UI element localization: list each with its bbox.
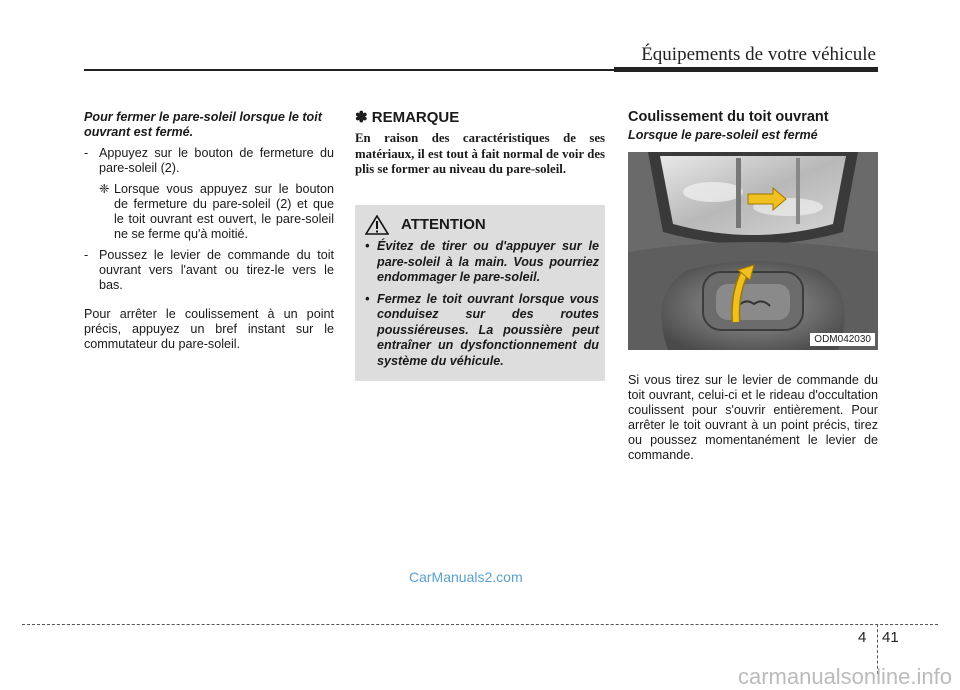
column-1: [84, 110, 334, 352]
attention-item-text: Évitez de tirer ou d'appuyer sur le pare-soleil à la main. Vous pourriez endommager le pare-soleil.: [377, 239, 599, 284]
dash-marker: -: [84, 146, 89, 160]
footer-watermark: carmanualsonline.info: [737, 664, 952, 689]
warning-triangle-icon: [365, 215, 389, 235]
body-paragraph: Si vous tirez sur le levier de commande du toit ouvrant, celui-ci et le rideau d'occultation coulissent pour s'ouvrir entièrement. Pour arrêter le toit ouvrant à un point précis, tirez ou poussez momentanément le levier de commande.: [628, 372, 878, 462]
sunroof-illustration: [628, 152, 878, 350]
note-marker-icon: ❈: [99, 182, 110, 196]
bullet-icon: •: [365, 291, 370, 306]
section-title: Coulissement du toit ouvrant: [628, 109, 829, 125]
figure-label: ODM042030: [810, 333, 875, 346]
attention-box: [355, 205, 605, 381]
note-item: [84, 182, 334, 242]
dash-marker: -: [84, 248, 89, 262]
remarque-title: ✽ REMARQUE: [355, 109, 460, 126]
attention-item: [365, 239, 599, 286]
watermark-text: CarManuals2.com: [409, 569, 523, 585]
attention-item: [365, 292, 599, 370]
remarque-body: En raison des caractéristiques de ses matériaux, il est tout à fait normal de voir des plis se former au niveau du pare-soleil.: [355, 131, 605, 176]
column-2: [355, 110, 605, 178]
page-number: 41: [882, 629, 899, 646]
list-item: [84, 146, 334, 176]
attention-list: [365, 239, 599, 375]
note-text: Lorsque vous appuyez sur le bouton de fermeture du pare-soleil (2) et que le toit ouvrant est ouvert, le pare-soleil ne se ferme qu'à moitié.: [114, 182, 334, 241]
column-3: [628, 110, 878, 151]
section-heading: Pour fermer le pare-soleil lorsque le toit ouvrant est fermé.: [84, 110, 322, 139]
page-header-title: Équipements de votre véhicule: [641, 44, 876, 65]
body-paragraph: Pour arrêter le coulissement à un point précis, appuyez un bref instant sur le commutateur du pare-soleil.: [84, 307, 334, 351]
footer-rule: [22, 624, 938, 625]
section-subtitle: Lorsque le pare-soleil est fermé: [628, 128, 818, 142]
attention-item-text: Fermez le toit ouvrant lorsque vous conduisez sur des routes poussiéreuses. La poussière peut entraîner un dysfonctionnement du système du véhicule.: [377, 291, 599, 368]
header-rule-accent: [614, 67, 878, 72]
chapter-number: 4: [858, 629, 867, 646]
attention-title: ATTENTION: [401, 216, 486, 233]
list-item-text: Appuyez sur le bouton de fermeture du pare-soleil (2).: [99, 146, 334, 175]
list-item: [84, 248, 334, 293]
bullet-icon: •: [365, 239, 370, 253]
sunroof-photo: [628, 152, 878, 350]
list-item-text: Poussez le levier de commande du toit ouvrant vers l'avant ou tirez-le vers le bas.: [99, 248, 334, 292]
